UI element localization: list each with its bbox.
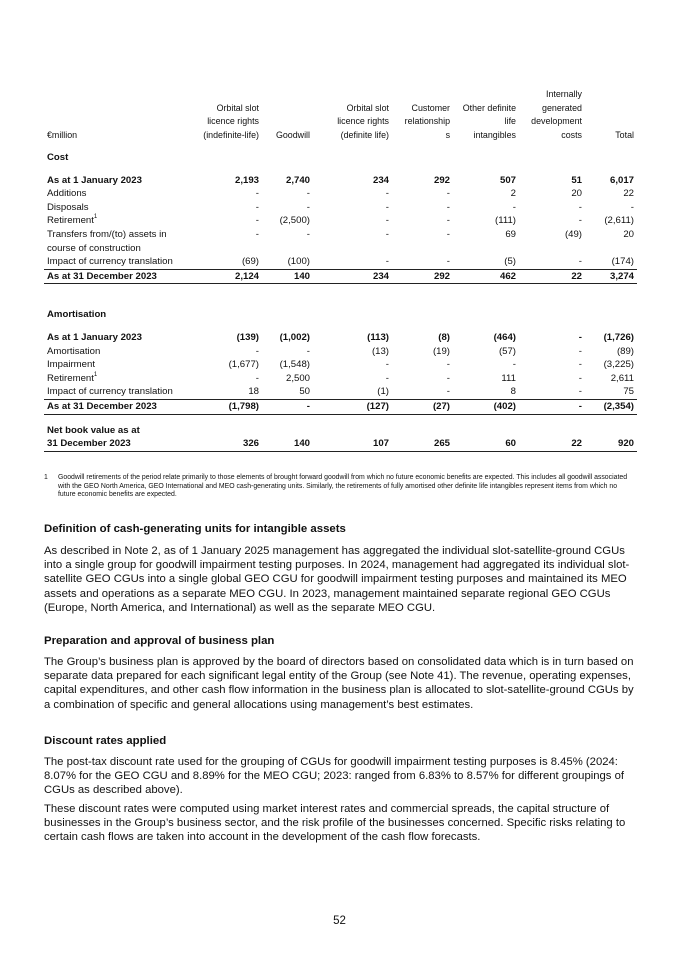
table-row: As at 31 December 2023 (1,798) - (127) (27) (402) - (2,354) xyxy=(44,399,637,414)
table-footnote xyxy=(44,474,634,500)
table-row: As at 1 January 2023 2,193 2,740 234 292 507 51 6,017 xyxy=(47,174,634,186)
footnote-text: Goodwill retirements of the period relate primarily to those elements of brought forward goodwill from which no future economic benefits are expected. This includes all goodwill associated with the GEO North America, GEO International and MEO cash-generating units. Similarly, the retirements of fully amortised other definite life intangibles represent items from which no future economic benefits are expected. xyxy=(58,474,628,498)
header-orbital-indefinite: Orbital slot licence rights (indefinite-life) xyxy=(203,102,259,140)
table-row: Impact of currency translation 18 50 (1) - 8 - 75 xyxy=(44,385,637,399)
section-heading-cgu: Definition of cash-generating units for intangible assets xyxy=(44,523,346,535)
nbv-row: 31 December 2023 326 140 107 265 60 22 920 xyxy=(44,437,637,451)
table-row: Impact of currency translation (69) (100) - - (5) - (174) xyxy=(44,255,637,269)
header-total: Total xyxy=(615,129,634,140)
table-row: Additions - - - - 2 20 22 xyxy=(47,188,634,200)
header-currency: €million xyxy=(47,129,78,140)
table-row: Disposals - - - - - - - xyxy=(47,201,634,213)
paragraph-business-plan: The Group’s business plan is approved by the board of directors based on consolidated data which is in turn based on separate data prepared for each significant legal entity of the Group (see Note 41). The revenue, operating expenses, capital expenditures, and other cash flow information in the business plan is allocated to slot-satellite-ground CGUs by a combination of specific and general allocations using management’s best estimates. xyxy=(44,656,634,711)
table-header xyxy=(44,88,637,142)
header-orbital-definite: Orbital slot licence rights (definite life) xyxy=(337,102,389,140)
footnote-number: 1 xyxy=(44,474,48,481)
table-row: As at 1 January 2023 (139) (1,002) (113) (8) (464) - (1,726) xyxy=(47,331,634,343)
amortisation-section-title: Amortisation xyxy=(47,309,107,321)
section-heading-discount-rates: Discount rates applied xyxy=(44,735,167,747)
paragraph-discount-rates-2: These discount rates were computed using market interest rates and commercial spreads, the capital structure of businesses in the Group’s business sector, and the risk profile of the businesses concerned. Specific risks relating to certain cash flows are taken into account in the development of the cash flow forecasts. xyxy=(44,803,626,844)
table-row: Impairment (1,677) (1,548) - - - - (3,225) xyxy=(47,359,634,371)
table-row: Amortisation - - (13) (19) (57) - (89) xyxy=(47,345,634,357)
intangible-assets-table xyxy=(44,88,637,452)
footnote-ref: 1 xyxy=(93,371,98,378)
cost-section-title: Cost xyxy=(47,152,69,163)
paragraph-cgu: As described in Note 2, as of 1 January 2025 management has aggregated the individual slot-satellite-ground CGUs into a single group for goodwill impairment testing purposes. In 2024, management had aggregated its individual slot-satellite GEO CGUs into a single global GEO CGU for goodwill impairment testing purposes and maintained its MEO assets and operations as a separate MEO CGU. In 2023, management maintained separate regional GEO CGUs (Europe, North America, and International) as well as the separate MEO CGU. xyxy=(44,545,630,614)
nbv-label-row: Net book value as at xyxy=(47,424,140,436)
page-number: 52 xyxy=(333,915,346,927)
header-other-intangibles: Other definite life intangibles xyxy=(462,102,516,140)
paragraph-discount-rates-1: The post-tax discount rate used for the grouping of CGUs for goodwill impairment testing purposes is 8.45% (2024: 8.07% for the GEO CGU and 8.89% for the MEO CGU; 2023: ranged from 6.83% to 8.57% for different groupings of CGUs as described above). xyxy=(44,756,625,797)
table-row: Retirement$^1$ - 2,500 - - 111 - 2,611 xyxy=(47,371,634,384)
footnote-ref: 1 xyxy=(93,214,98,221)
table-row: As at 31 December 2023 2,124 140 234 292 462 22 3,274 xyxy=(44,269,637,284)
header-development-costs: Internally generated development costs xyxy=(531,89,582,140)
table-row: Transfers from/(to) assets in course of construction - - - - 69 (49) 20 xyxy=(47,228,634,254)
table-row: Retirement$^1$ - (2,500) - - (111) - (2,611) xyxy=(47,214,634,227)
header-customer-relationships: Customer relationship s xyxy=(404,102,450,140)
section-heading-business-plan: Preparation and approval of business plan xyxy=(44,635,275,647)
header-goodwill: Goodwill xyxy=(275,129,310,140)
